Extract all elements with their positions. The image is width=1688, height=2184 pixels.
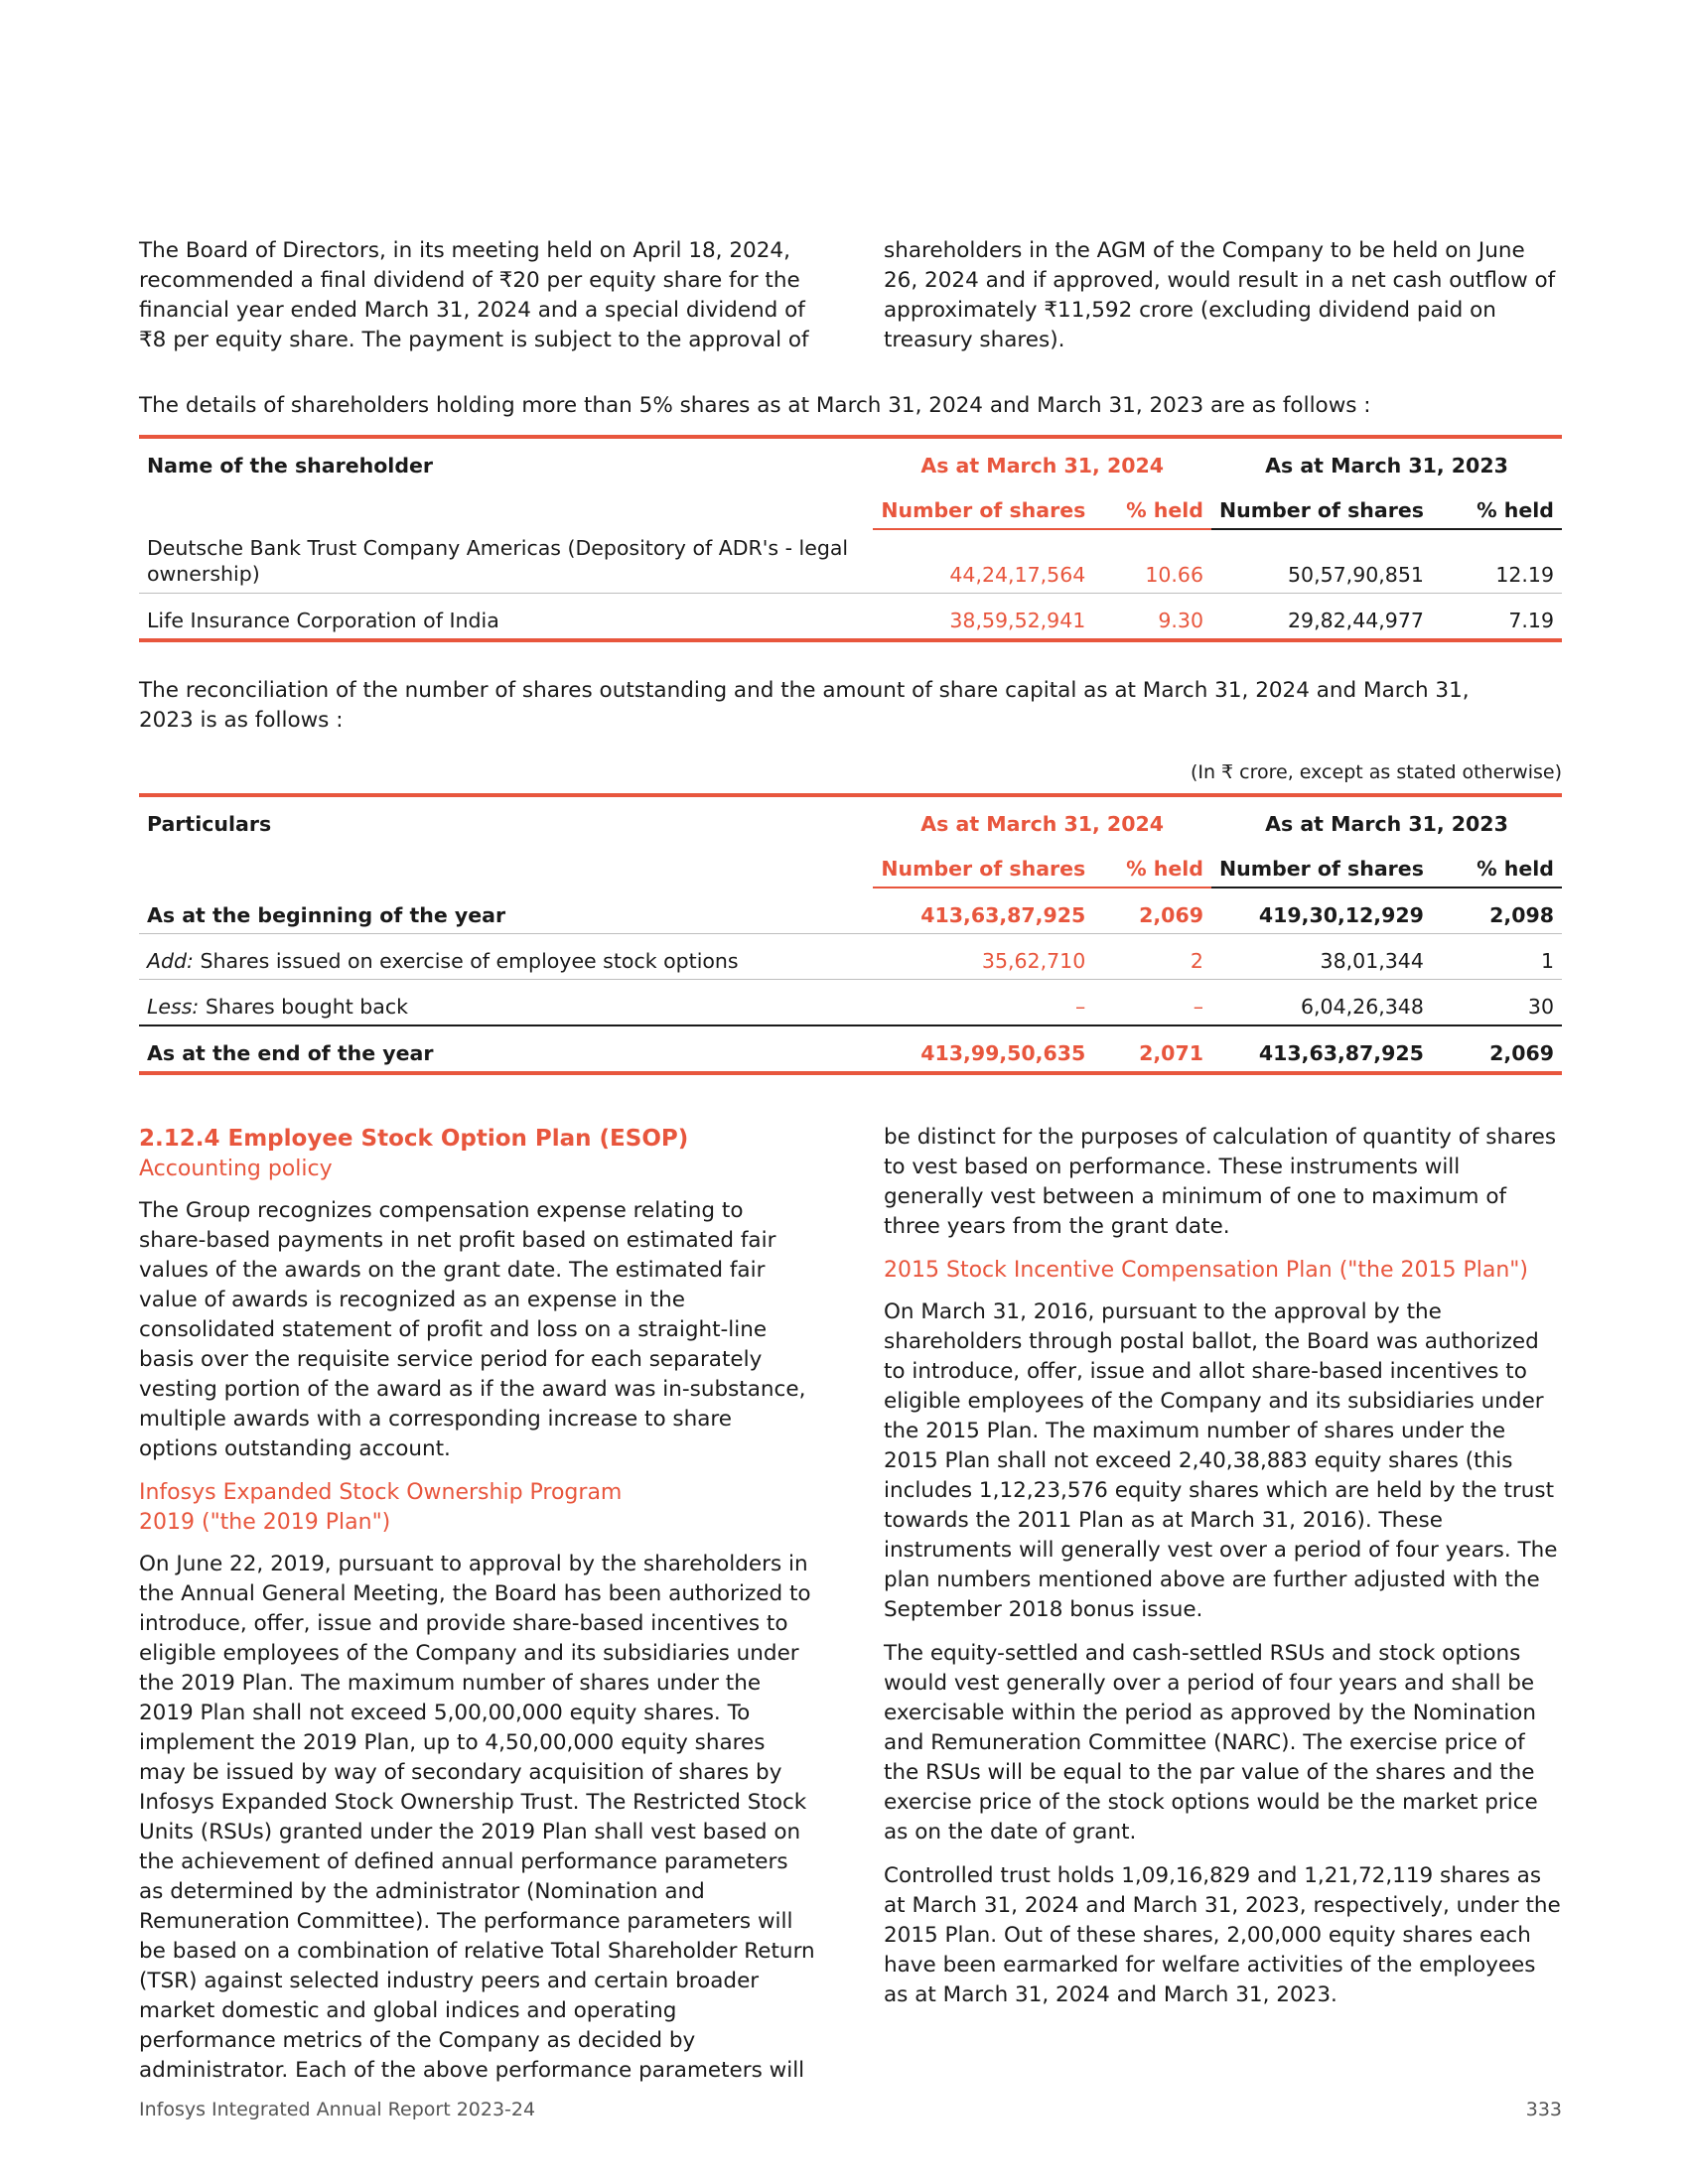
recon-row-text: Shares issued on exercise of employee stock options — [193, 949, 739, 973]
holders-col-pct-2024: % held — [1093, 483, 1211, 529]
table-row — [139, 529, 1562, 594]
holders-col-shares-2024: Number of shares — [873, 483, 1093, 529]
plan2019-heading-line1: Infosys Expanded Stock Ownership Program — [139, 1480, 623, 1505]
recon-col-shares-2023: Number of shares — [1211, 842, 1432, 887]
holders-lead: The details of shareholders holding more than 5% shares as at March 31, 2024 and March 31, 2023 are as follows : — [139, 393, 1371, 418]
dividend-intro — [139, 236, 1562, 369]
table-row — [139, 594, 1562, 641]
reconciliation-table — [139, 793, 1562, 1075]
holder-shares-2023: 29,82,44,977 — [1211, 594, 1432, 641]
holder-shares-2024: 44,24,17,564 — [873, 529, 1093, 594]
plan2015-heading: 2015 Stock Incentive Compensation Plan ("the 2015 Plan") — [884, 1258, 1529, 1283]
recon-shares-2023: 413,63,87,925 — [1211, 1025, 1432, 1073]
table-row — [139, 980, 1562, 1026]
policy-heading: Accounting policy — [139, 1157, 333, 1181]
recon-col-shares-2024: Number of shares — [873, 842, 1093, 887]
page-footer — [139, 2099, 1562, 2120]
holder-shares-2024: 38,59,52,941 — [873, 594, 1093, 641]
recon-pct-2024: 2,069 — [1093, 887, 1211, 934]
report-title: Infosys Integrated Annual Report 2023-24 — [139, 2099, 536, 2120]
recon-pct-2024: – — [1093, 980, 1211, 1026]
recon-pct-2024: 2 — [1093, 934, 1211, 980]
recon-lead: The reconciliation of the number of shares outstanding and the amount of share capital as at March 31, 2024 and March 31, 2023 is as follows : — [139, 678, 1470, 733]
holder-shares-2023: 50,57,90,851 — [1211, 529, 1432, 594]
page-number: 333 — [1525, 2099, 1562, 2120]
recon-shares-2023: 6,04,26,348 — [1211, 980, 1432, 1026]
recon-shares-2024: 413,99,50,635 — [873, 1025, 1093, 1073]
intro-left-text: The Board of Directors, in its meeting held on April 18, 2024, recommended a final dividend of ₹20 per equity share for the financial year ended March 31, 2024 and a special dividend of ₹8 per equity share. The payment is subject to the approval of — [139, 238, 809, 352]
table-row — [139, 1025, 1562, 1073]
recon-shares-2023: 419,30,12,929 — [1211, 887, 1432, 934]
holder-pct-2023: 12.19 — [1432, 529, 1562, 594]
recon-shares-2024: – — [873, 980, 1093, 1026]
recon-shares-2024: 35,62,710 — [873, 934, 1093, 980]
holders-period-2023: As at March 31, 2023 — [1211, 437, 1562, 483]
holders-col-name: Name of the shareholder — [139, 437, 873, 483]
holders-col-pct-2023: % held — [1432, 483, 1562, 529]
shareholders-table — [139, 435, 1562, 642]
rsu-text: The equity-settled and cash-settled RSUs and stock options would vest generally over a period of four years and shall be exercisable within the period as approved by the Nomination and Remuneration Committee (NARC). The exercise price of the RSUs will be equal to the par value of the shares and the exercise price of the stock options would be the market price as on the date of grant. — [884, 1641, 1538, 1844]
esop-section — [139, 1123, 1562, 2100]
esop-right-column — [884, 1123, 1561, 2100]
recon-row-prefix: Less: — [147, 995, 200, 1019]
recon-period-2024: As at March 31, 2024 — [873, 795, 1211, 842]
plan2019-heading — [139, 1478, 816, 1538]
recon-row-label: As at the beginning of the year — [139, 887, 873, 934]
holders-period-2024: As at March 31, 2024 — [873, 437, 1211, 483]
recon-period-2023: As at March 31, 2023 — [1211, 795, 1562, 842]
recon-row-label — [139, 980, 873, 1026]
recon-row-prefix: Add: — [147, 949, 194, 973]
table-row — [139, 934, 1562, 980]
policy-text: The Group recognizes compensation expense relating to share-based payments in net profit based on estimated fair values of the awards on the grant date. The estimated fair value of awards is recognized as an expense in the consolidated statement of profit and loss on a straight-line basis over the requisite service period for each separately vesting portion of the award as if the award was in-substance, multiple awards with a corresponding increase to share options outstanding account. — [139, 1198, 806, 1461]
recon-unit-note: (In ₹ crore, except as stated otherwise) — [1190, 761, 1562, 783]
recon-pct-2023: 1 — [1432, 934, 1562, 980]
recon-col-pct-2024: % held — [1093, 842, 1211, 887]
recon-pct-2023: 30 — [1432, 980, 1562, 1026]
holder-name: Deutsche Bank Trust Company Americas (Depository of ADR's - legal ownership) — [139, 529, 873, 594]
recon-row-text: Shares bought back — [199, 995, 409, 1019]
holder-pct-2023: 7.19 — [1432, 594, 1562, 641]
table-row — [139, 887, 1562, 934]
continued-text: be distinct for the purposes of calculation of quantity of shares to vest based on performance. These instruments will generally vest between a minimum of one to maximum of three years from the grant date. — [884, 1125, 1557, 1239]
trust-text: Controlled trust holds 1,09,16,829 and 1,21,72,119 shares as at March 31, 2024 and March 31, 2023, respectively, under the 2015 Plan. Out of these shares, 2,00,000 equity shares each have been earmarked for welfare activities of the employees as at March 31, 2024 and March 31, 2023. — [884, 1863, 1561, 2007]
recon-col-name: Particulars — [139, 795, 873, 842]
holder-name: Life Insurance Corporation of India — [139, 594, 873, 641]
recon-row-label: As at the end of the year — [139, 1025, 873, 1073]
recon-pct-2024: 2,071 — [1093, 1025, 1211, 1073]
holder-pct-2024: 9.30 — [1093, 594, 1211, 641]
recon-shares-2024: 413,63,87,925 — [873, 887, 1093, 934]
holder-pct-2024: 10.66 — [1093, 529, 1211, 594]
plan2019-heading-line2: 2019 ("the 2019 Plan") — [139, 1510, 391, 1535]
recon-shares-2023: 38,01,344 — [1211, 934, 1432, 980]
recon-pct-2023: 2,098 — [1432, 887, 1562, 934]
recon-col-pct-2023: % held — [1432, 842, 1562, 887]
recon-row-label — [139, 934, 873, 980]
holders-col-shares-2023: Number of shares — [1211, 483, 1432, 529]
plan2015-text: On March 31, 2016, pursuant to the approval by the shareholders through postal ballot, the Board was authorized to introduce, offer, issue and allot share-based incentives to eligible employees of the Company and its subsidiaries under the 2015 Plan. The maximum number of shares under the 2015 Plan shall not exceed 2,40,38,883 equity shares (this includes 1,12,23,576 equity shares which are held by the trust towards the 2011 Plan as at March 31, 2016). These instruments will generally vest over a period of four years. The plan numbers mentioned above are further adjusted with the September 2018 bonus issue. — [884, 1299, 1558, 1622]
recon-pct-2023: 2,069 — [1432, 1025, 1562, 1073]
plan2019-text: On June 22, 2019, pursuant to approval by the shareholders in the Annual General Meeting, the Board has been authorized to introduce, offer, issue and provide share-based incentives to eligible employees of the Company and its subsidiaries under the 2019 Plan. The maximum number of shares under the 2019 Plan shall not exceed 5,00,00,000 equity shares. To implement the 2019 Plan, up to 4,50,00,000 equity shares may be issued by way of secondary acquisition of shares by Infosys Expanded Stock Ownership Trust. The Restricted Stock Units (RSUs) granted under the 2019 Plan shall vest based on the achievement of defined annual performance parameters as determined by the administrator (Nomination and Remuneration Committee). The performance parameters will be based on a combination of relative Total Shareholder Return (TSR) against selected industry peers and certain broader market domestic and global indices and operating performance metrics of the Company as decided by administrator. Each of the above performance parameters will — [139, 1552, 815, 2083]
intro-right-text: shareholders in the AGM of the Company to be held on June 26, 2024 and if approved, would result in a net cash outflow of approximately ₹11,592 crore (excluding dividend paid on treasury shares). — [884, 238, 1556, 352]
esop-left-column — [139, 1123, 816, 2100]
section-title: 2.12.4 Employee Stock Option Plan (ESOP) — [139, 1126, 689, 1152]
page-body — [139, 236, 1562, 2100]
